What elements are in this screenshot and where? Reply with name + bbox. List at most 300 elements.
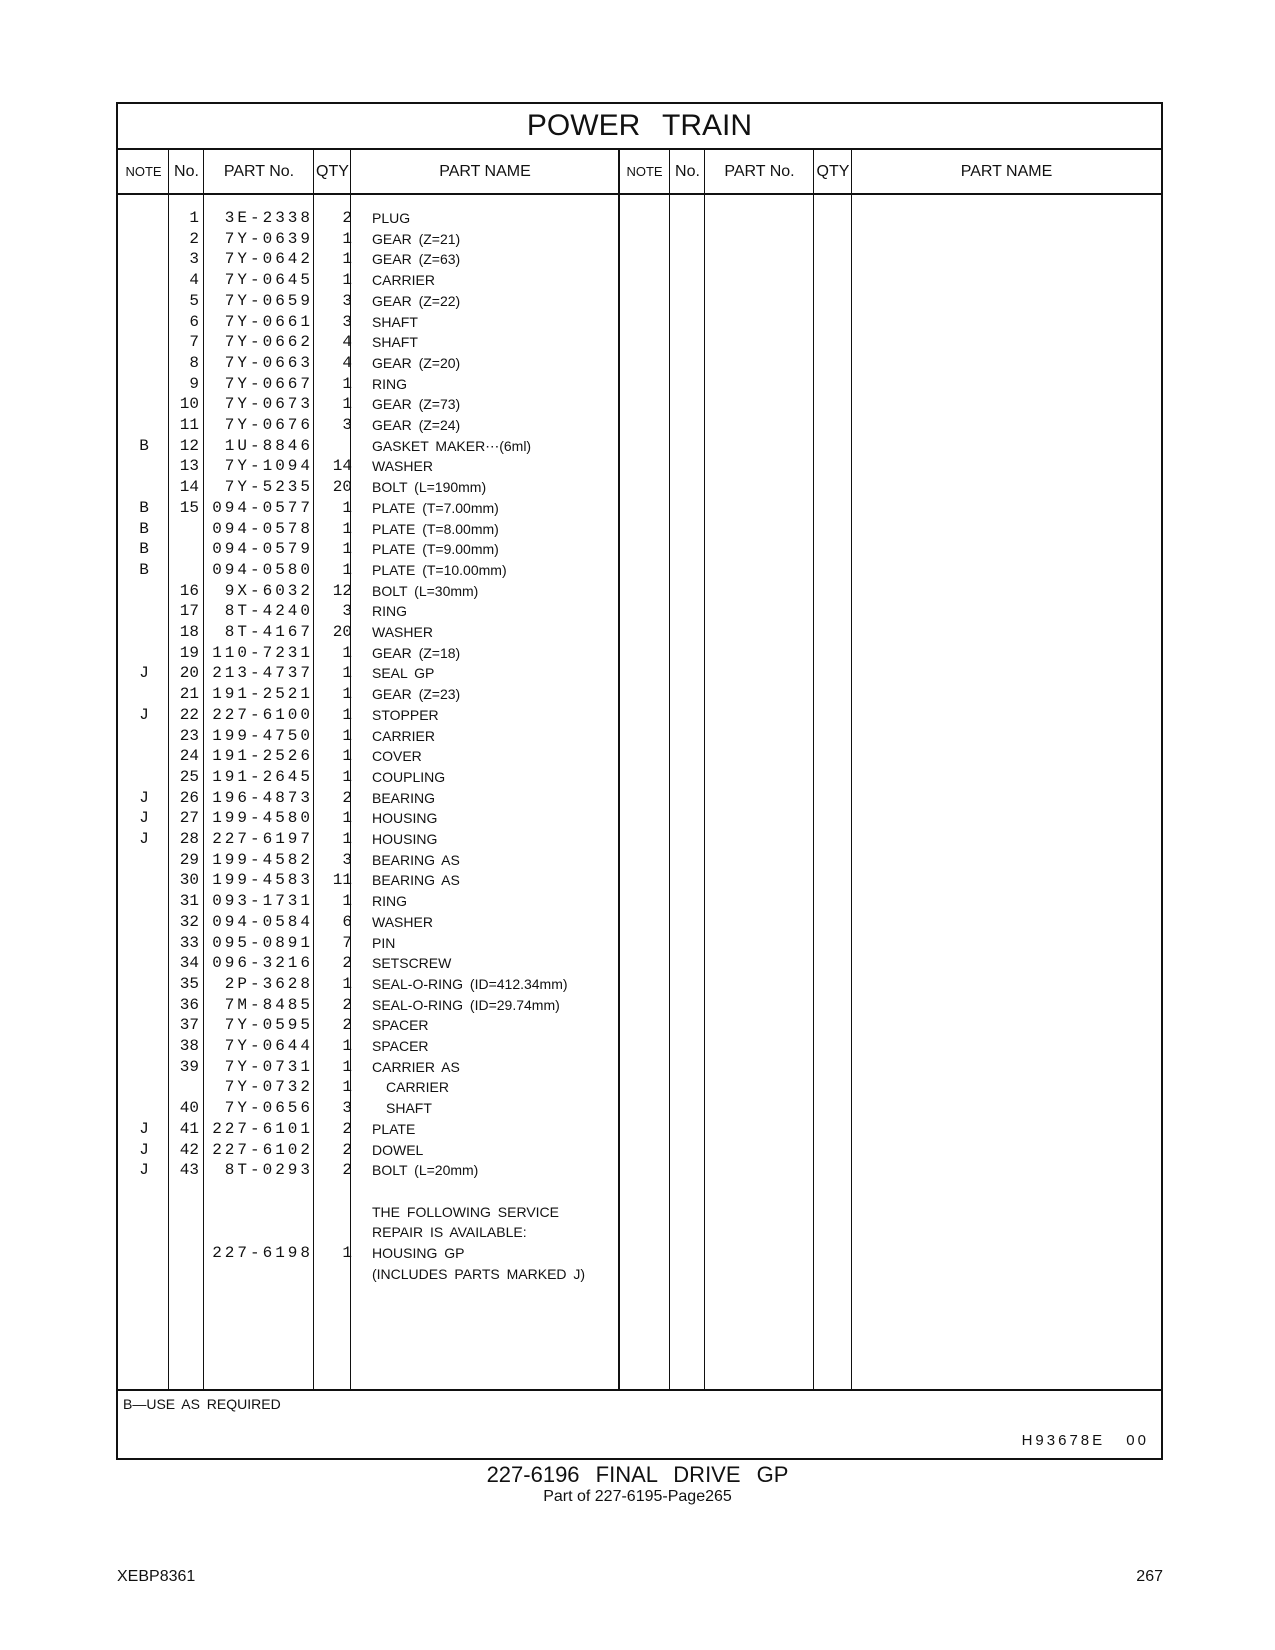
- part-number-cell: 2P-3628: [224, 974, 313, 993]
- part-number-cell: 7Y-0667: [224, 374, 313, 393]
- note-cell: [118, 1076, 170, 1098]
- quantity-cell: 1: [342, 374, 352, 393]
- note-cell: [118, 1201, 170, 1223]
- part-name-cell: PLATE: [372, 1120, 416, 1137]
- part-number-cell: 227-6100: [212, 705, 313, 724]
- part-number-cell: 9X-6032: [224, 581, 313, 600]
- part-name-cell: SHAFT: [372, 313, 418, 330]
- part-number-cell: 199-4583: [212, 871, 313, 890]
- item-number-cell: 33: [179, 933, 199, 952]
- quantity-cell: 1: [342, 560, 352, 579]
- note-cell: [118, 973, 170, 995]
- quantity-cell: 3: [342, 850, 352, 869]
- part-number-cell: 095-0891: [212, 933, 313, 952]
- part-number-cell: 191-2645: [212, 767, 313, 786]
- part-number-cell: 7Y-0656: [224, 1099, 313, 1118]
- part-name-cell: HOUSING GP: [372, 1245, 465, 1261]
- note-cell: [118, 414, 170, 436]
- quantity-cell: 1: [342, 271, 352, 290]
- part-number-cell: 3E-2338: [224, 209, 313, 227]
- table-row: [118, 869, 1161, 891]
- table-row: [118, 559, 1161, 581]
- part-number-cell: 227-6101: [212, 1119, 313, 1138]
- table-row: [118, 1056, 1161, 1078]
- note-cell: [118, 290, 170, 312]
- item-number-cell: 7: [189, 333, 199, 352]
- quantity-cell: 2: [342, 788, 352, 807]
- table-row: [118, 621, 1161, 643]
- note-cell: [118, 1180, 170, 1202]
- table-row: [118, 1139, 1161, 1161]
- quantity-cell: [316, 435, 352, 457]
- part-name-cell: PIN: [372, 934, 396, 951]
- table-row: [118, 207, 1161, 229]
- table-row: [118, 952, 1161, 974]
- note-cell: [118, 869, 170, 891]
- note-cell: [118, 228, 170, 250]
- item-number-cell: 11: [179, 416, 199, 434]
- part-name-cell: SEAL-O-RING (ID=412.34mm): [372, 975, 568, 992]
- part-number-cell: 7Y-0659: [224, 291, 313, 310]
- table-row: [118, 476, 1161, 498]
- item-number-cell: 4: [189, 271, 199, 290]
- note-cell: [118, 683, 170, 705]
- table-row: [118, 787, 1161, 809]
- part-number-cell: 7Y-0732: [224, 1078, 313, 1097]
- header-part-name: PART NAME: [439, 163, 531, 180]
- table-row: [118, 849, 1161, 871]
- part-name-cell: PLATE (T=7.00mm): [372, 499, 499, 516]
- part-number-cell: 7Y-0661: [224, 312, 313, 331]
- part-number-cell: 199-4580: [212, 809, 313, 828]
- item-number-cell: 42: [179, 1140, 199, 1159]
- note-cell: J: [139, 664, 149, 683]
- part-number-cell: 191-2526: [212, 747, 313, 766]
- header-part-no: PART No.: [223, 163, 295, 180]
- table-row: [118, 662, 1161, 684]
- part-number-cell: 7Y-0662: [224, 333, 313, 352]
- part-name-cell: GEAR (Z=21): [372, 230, 461, 247]
- quantity-cell: 3: [342, 291, 352, 310]
- note-cell: [118, 1014, 170, 1036]
- quantity-cell: 1: [342, 747, 352, 766]
- item-number-cell: 28: [179, 830, 199, 848]
- item-number-cell: 13: [179, 457, 199, 476]
- part-name-cell: GEAR (Z=63): [372, 251, 461, 268]
- part-name-cell: RING: [372, 893, 407, 910]
- part-name-cell: GASKET MAKER⋯(6ml): [372, 437, 532, 454]
- part-number-cell: [205, 1201, 313, 1223]
- part-number-cell: 7Y-0645: [224, 271, 313, 290]
- part-number-cell: 1U-8846: [224, 436, 313, 455]
- part-name-cell: GEAR (Z=23): [372, 686, 461, 703]
- quantity-cell: 3: [342, 312, 352, 331]
- part-number-cell: 191-2521: [212, 685, 313, 704]
- quantity-cell: 1: [342, 1037, 352, 1055]
- quantity-cell: 11: [332, 871, 352, 890]
- part-name-cell: COUPLING: [372, 768, 446, 785]
- quantity-cell: 1: [342, 767, 352, 786]
- table-row: [118, 1014, 1161, 1036]
- item-number-cell: 40: [179, 1099, 199, 1118]
- part-name-cell: HOUSING: [372, 831, 438, 847]
- item-number-cell: 6: [189, 312, 199, 331]
- note-cell: [118, 331, 170, 353]
- part-number-cell: 196-4873: [212, 788, 313, 807]
- note-cell: [118, 994, 170, 1016]
- item-number-cell: 30: [179, 871, 199, 890]
- part-number-cell: 7Y-0642: [224, 250, 313, 269]
- part-name-cell: SHAFT: [386, 1100, 432, 1117]
- part-name-cell: PLATE (T=9.00mm): [372, 541, 499, 558]
- part-name-cell: PLUG: [372, 210, 411, 226]
- table-row: [118, 911, 1161, 933]
- table-header: [118, 150, 1161, 195]
- item-number-cell: [169, 518, 199, 540]
- part-number-cell: 8T-4167: [224, 623, 313, 641]
- quantity-cell: 2: [342, 954, 352, 973]
- part-name-cell: BOLT (L=20mm): [372, 1162, 479, 1179]
- part-number-cell: 7Y-1094: [224, 457, 313, 476]
- part-name-cell: HOUSING: [372, 810, 438, 827]
- table-row: [118, 828, 1161, 850]
- table-row: [118, 973, 1161, 995]
- item-number-cell: 12: [179, 436, 199, 455]
- header-qty-right: QTY: [816, 163, 850, 180]
- quantity-cell: 2: [342, 1161, 352, 1180]
- item-number-cell: 3: [189, 250, 199, 269]
- note-cell: B: [139, 560, 149, 579]
- note-cell: [118, 1097, 170, 1119]
- table-row: [118, 331, 1161, 353]
- quantity-cell: 1: [342, 395, 352, 414]
- item-number-cell: 16: [179, 581, 199, 600]
- part-name-cell: RING: [372, 603, 407, 620]
- item-number-cell: 2: [189, 229, 199, 248]
- group-caption: 227-6196 FINAL DRIVE GP: [486, 1462, 789, 1487]
- part-name-cell: GEAR (Z=22): [372, 292, 461, 309]
- table-row: [118, 455, 1161, 477]
- part-name-cell: BOLT (L=190mm): [372, 479, 487, 496]
- table-row: [118, 269, 1161, 291]
- part-number-cell: 093-1731: [212, 892, 313, 911]
- header-qty: QTY: [316, 163, 349, 180]
- part-name-cell: SEAL-O-RING (ID=29.74mm): [372, 996, 560, 1013]
- note-cell: [118, 766, 170, 788]
- part-number-cell: [205, 1180, 313, 1202]
- quantity-cell: 1: [342, 726, 352, 745]
- item-number-cell: 43: [179, 1161, 199, 1180]
- quantity-cell: 1: [342, 1057, 352, 1076]
- part-number-cell: 213-4737: [212, 664, 313, 683]
- part-number-cell: 7M-8485: [224, 995, 313, 1014]
- table-row: [118, 518, 1161, 540]
- part-number-cell: 7Y-5235: [224, 478, 313, 497]
- note-cell: [118, 1035, 170, 1057]
- part-number-cell: 096-3216: [212, 954, 313, 973]
- quantity-cell: 1: [342, 250, 352, 269]
- part-number-cell: 094-0577: [212, 498, 313, 517]
- item-number-cell: 5: [189, 291, 199, 310]
- table-row: [118, 1180, 1161, 1202]
- quantity-cell: 1: [342, 498, 352, 517]
- note-cell: [118, 890, 170, 912]
- part-number-cell: 094-0580: [212, 560, 313, 579]
- note-cell: B: [139, 540, 149, 559]
- part-name-cell: BEARING AS: [372, 851, 460, 868]
- quantity-cell: 2: [342, 1119, 352, 1138]
- part-number-cell: 094-0584: [212, 912, 313, 931]
- item-number-cell: 23: [179, 726, 199, 745]
- item-number-cell: 15: [179, 498, 199, 517]
- item-number-cell: [169, 1180, 199, 1202]
- item-number-cell: 21: [179, 685, 199, 704]
- note-cell: [118, 1056, 170, 1078]
- quantity-cell: 1: [342, 229, 352, 248]
- part-name-cell: WASHER: [372, 458, 433, 475]
- note-cell: [118, 311, 170, 333]
- item-number-cell: [169, 1242, 199, 1264]
- table-row: [118, 683, 1161, 705]
- part-name-cell: STOPPER: [372, 706, 439, 723]
- table-row: [118, 600, 1161, 622]
- part-number-cell: 7Y-0673: [224, 395, 313, 414]
- note-cell: [118, 352, 170, 374]
- quantity-cell: 1: [342, 892, 352, 911]
- quantity-cell: 6: [342, 912, 352, 931]
- item-number-cell: 8: [189, 353, 199, 372]
- quantity-cell: 4: [342, 333, 352, 352]
- header-note-right: NOTE: [626, 164, 663, 179]
- item-number-cell: 27: [179, 809, 199, 828]
- note-cell: [118, 207, 170, 229]
- part-name-cell: GEAR (Z=18): [372, 644, 461, 661]
- note-cell: [118, 642, 170, 664]
- quantity-cell: 4: [342, 353, 352, 372]
- table-row: [118, 704, 1161, 726]
- part-name-cell: GEAR (Z=20): [372, 354, 461, 371]
- part-name-cell: WASHER: [372, 913, 433, 930]
- note-cell: [118, 580, 170, 602]
- item-number-cell: [169, 1201, 199, 1223]
- note-cell: [118, 1263, 170, 1285]
- quantity-cell: 1: [342, 1244, 352, 1262]
- part-number-cell: 8T-4240: [224, 602, 313, 621]
- table-row: [118, 1097, 1161, 1119]
- note-cell: [118, 1221, 170, 1243]
- part-number-cell: [205, 1263, 313, 1285]
- quantity-cell: [316, 1263, 352, 1285]
- drawing-code: H93678E 00: [1021, 1432, 1149, 1449]
- quantity-cell: 2: [342, 995, 352, 1014]
- table-row: [118, 373, 1161, 395]
- table-row: [118, 1221, 1161, 1243]
- quantity-cell: 7: [342, 933, 352, 952]
- table-row: [118, 352, 1161, 374]
- item-number-cell: 24: [179, 747, 199, 766]
- table-row: [118, 807, 1161, 829]
- note-legend: B—USE AS REQUIRED: [123, 1396, 281, 1412]
- item-number-cell: 37: [179, 1016, 199, 1035]
- part-number-cell: 7Y-0639: [224, 229, 313, 248]
- table-row: [118, 311, 1161, 333]
- part-number-cell: [205, 1221, 313, 1243]
- item-number-cell: 34: [179, 954, 199, 973]
- part-name-cell: GEAR (Z=24): [372, 417, 461, 433]
- part-number-cell: 7Y-0595: [224, 1016, 313, 1035]
- item-number-cell: 38: [179, 1037, 199, 1055]
- part-number-cell: 227-6198: [212, 1244, 313, 1262]
- item-number-cell: 31: [179, 892, 199, 911]
- part-name-cell: SEAL GP: [372, 665, 435, 682]
- note-cell: [118, 911, 170, 933]
- item-number-cell: 14: [179, 478, 199, 497]
- note-cell: [118, 1242, 170, 1264]
- table-row: [118, 1242, 1161, 1264]
- table-row: [118, 890, 1161, 912]
- quantity-cell: 1: [342, 643, 352, 662]
- part-number-cell: 094-0578: [212, 519, 313, 538]
- quantity-cell: 1: [342, 540, 352, 559]
- part-name-cell: THE FOLLOWING SERVICE: [372, 1203, 559, 1220]
- quantity-cell: 1: [342, 519, 352, 538]
- part-number-cell: 094-0579: [212, 540, 313, 559]
- item-number-cell: 29: [179, 850, 199, 869]
- quantity-cell: [316, 1180, 352, 1202]
- item-number-cell: 35: [179, 974, 199, 993]
- part-name-cell: CARRIER: [386, 1079, 450, 1096]
- note-cell: [118, 725, 170, 747]
- part-number-cell: 199-4750: [212, 726, 313, 745]
- note-cell: [118, 600, 170, 622]
- note-cell: [118, 849, 170, 871]
- part-name-cell: SPACER: [372, 1038, 429, 1054]
- quantity-cell: 1: [342, 974, 352, 993]
- quantity-cell: 3: [342, 602, 352, 621]
- page-number: 267: [1136, 1568, 1163, 1585]
- note-cell: [118, 269, 170, 291]
- item-number-cell: 17: [179, 602, 199, 621]
- table-row: [118, 1201, 1161, 1223]
- item-number-cell: [169, 538, 199, 560]
- header-part-no-right: PART No.: [724, 163, 795, 180]
- table-row: [118, 1035, 1161, 1057]
- note-cell: [118, 932, 170, 954]
- table-row: [118, 642, 1161, 664]
- note-cell: B: [139, 498, 149, 517]
- header-note: NOTE: [125, 164, 162, 179]
- item-number-cell: 25: [179, 767, 199, 786]
- quantity-cell: [316, 1201, 352, 1223]
- table-row: [118, 1118, 1161, 1140]
- part-number-cell: 7Y-0731: [224, 1057, 313, 1076]
- item-number-cell: 10: [179, 395, 199, 414]
- item-number-cell: 26: [179, 788, 199, 807]
- table-row: [118, 766, 1161, 788]
- part-number-cell: 7Y-0676: [224, 416, 313, 434]
- item-number-cell: 18: [179, 623, 199, 641]
- quantity-cell: 20: [332, 623, 352, 641]
- part-name-cell: GEAR (Z=73): [372, 396, 461, 413]
- parts-list-frame: [116, 102, 1163, 1460]
- item-number-cell: [169, 559, 199, 581]
- table-row: [118, 248, 1161, 270]
- item-number-cell: 22: [179, 705, 199, 724]
- note-cell: [118, 248, 170, 270]
- part-name-cell: (INCLUDES PARTS MARKED J): [372, 1265, 586, 1282]
- part-number-cell: 110-7231: [212, 643, 313, 662]
- table-row: [118, 745, 1161, 767]
- note-cell: J: [139, 1161, 149, 1180]
- item-number-cell: [169, 1076, 199, 1098]
- part-name-cell: SPACER: [372, 1017, 429, 1034]
- header-no: No.: [174, 163, 199, 180]
- quantity-cell: 1: [342, 809, 352, 828]
- section-title: POWER TRAIN: [118, 104, 1161, 150]
- quantity-cell: 1: [342, 830, 352, 848]
- item-number-cell: 19: [179, 643, 199, 662]
- item-number-cell: 36: [179, 995, 199, 1014]
- table-row: [118, 580, 1161, 602]
- quantity-cell: 1: [342, 664, 352, 683]
- quantity-cell: [316, 1221, 352, 1243]
- quantity-cell: 1: [342, 685, 352, 704]
- note-cell: [118, 621, 170, 643]
- part-name-cell: SETSCREW: [372, 955, 452, 972]
- table-row: [118, 228, 1161, 250]
- note-cell: [118, 745, 170, 767]
- quantity-cell: 20: [332, 478, 352, 497]
- note-cell: B: [139, 436, 149, 455]
- table-row: [118, 435, 1161, 457]
- part-name-cell: [372, 1180, 742, 1202]
- item-number-cell: [169, 1263, 199, 1285]
- part-name-cell: CARRIER AS: [372, 1058, 460, 1075]
- item-number-cell: 41: [179, 1119, 199, 1138]
- part-name-cell: BEARING: [372, 789, 436, 806]
- quantity-cell: 12: [332, 581, 352, 600]
- table-row: [118, 497, 1161, 519]
- note-cell: [118, 393, 170, 415]
- table-row: [118, 1263, 1161, 1285]
- header-no-right: No.: [675, 163, 700, 180]
- note-cell: J: [139, 705, 149, 724]
- part-name-cell: PLATE (T=10.00mm): [372, 561, 507, 578]
- quantity-cell: 1: [342, 1078, 352, 1097]
- item-number-cell: 32: [179, 912, 199, 931]
- note-cell: J: [139, 1119, 149, 1138]
- part-number-cell: 227-6197: [212, 830, 313, 848]
- footer-divider: [118, 1389, 1161, 1391]
- part-name-cell: SHAFT: [372, 334, 418, 351]
- note-cell: [118, 373, 170, 395]
- part-number-cell: 7Y-0663: [224, 353, 313, 372]
- table-row: [118, 538, 1161, 560]
- note-cell: J: [139, 830, 149, 848]
- part-name-cell: BEARING AS: [372, 872, 460, 889]
- table-row: [118, 393, 1161, 415]
- part-number-cell: 199-4582: [212, 850, 313, 869]
- table-row: [118, 290, 1161, 312]
- item-number-cell: 20: [179, 664, 199, 683]
- table-row: [118, 414, 1161, 436]
- note-cell: J: [139, 788, 149, 807]
- note-cell: [118, 476, 170, 498]
- part-number-cell: 8T-0293: [224, 1161, 313, 1180]
- table-row: [118, 994, 1161, 1016]
- part-number-cell: 7Y-0644: [224, 1037, 313, 1055]
- quantity-cell: 14: [332, 457, 352, 476]
